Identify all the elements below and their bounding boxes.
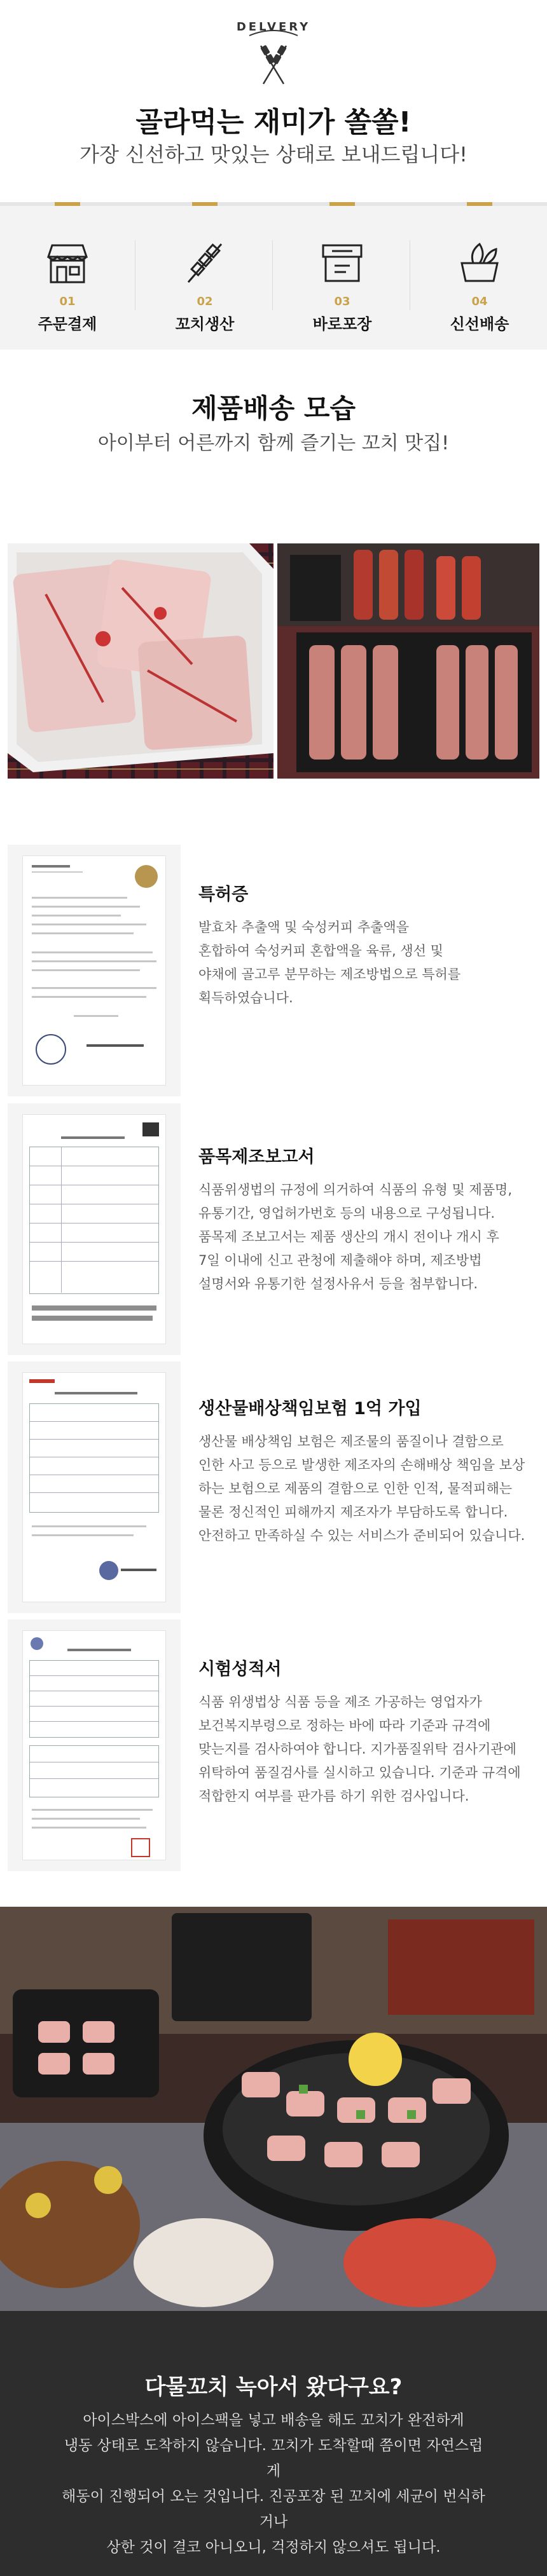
doc-line: [32, 871, 83, 873]
step-number: 01: [59, 295, 76, 308]
doc-table: [29, 1147, 159, 1294]
doc-table: [29, 1403, 159, 1513]
package-icon: [317, 238, 368, 289]
doc-row-line: [29, 1721, 159, 1722]
doc-barcode: [32, 1316, 153, 1321]
doc-heading-line: [61, 1136, 125, 1139]
cert-title: 특허증: [198, 885, 249, 904]
cert-title: 시험성적서: [198, 1659, 282, 1679]
cert-body-line: 혼합하여 숙성커피 혼합액을 육류, 생선 및: [198, 943, 443, 958]
step-label: 꼬치생산: [175, 315, 235, 333]
cert-liability-insurance: [0, 1361, 547, 1613]
delivery-badge-text: DELVERY: [236, 20, 311, 34]
signature-line: [87, 1044, 144, 1047]
step-accent-bar: [192, 202, 218, 206]
doc-stamp: [142, 1122, 159, 1136]
photo-grill-party: [0, 1907, 547, 2311]
doc-line: [32, 1809, 153, 1811]
grill-party-illustration: [0, 1907, 547, 2311]
doc-row-line: [29, 1421, 159, 1422]
emblem-icon: [36, 1034, 66, 1065]
cert-body-line: 생산물 배상책임 보험은 제조물의 품질이나 결함으로: [198, 1434, 504, 1449]
cert-body-line: 보건복지부령으로 정하는 바에 따라 기준과 규격에: [198, 1718, 491, 1733]
cert-body-line: 품목제 조보고서는 제품 생산의 개시 전이나 개시 후: [198, 1229, 499, 1244]
thaw-notice-line: 아이스박스에 아이스팩을 넣고 배송을 해도 꼬치가 완전하게: [83, 2412, 464, 2429]
document-paper: [23, 1631, 165, 1860]
document-paper: [23, 1115, 165, 1344]
insurance-document: [8, 1361, 181, 1613]
doc-line: [32, 996, 146, 998]
step-deliver: [412, 202, 547, 350]
hero-subtitle: 가장 신선하고 맛있는 상태로 보내드립니다!: [80, 142, 467, 167]
thaw-notice-body: [57, 2408, 490, 2560]
doc-line: [32, 1525, 146, 1527]
thaw-notice-title: 다물꼬치 녹아서 왔다구요?: [144, 2375, 403, 2400]
doc-line: [32, 1827, 146, 1829]
cert-title: 품목제조보고서: [198, 1147, 315, 1167]
doc-heading-line: [67, 1649, 131, 1651]
step-accent-bar: [467, 202, 492, 206]
doc-line: [74, 1015, 118, 1017]
cert-body-line: 발효차 추출액 및 숙성커피 추출액을: [198, 920, 409, 935]
document-paper: [23, 1373, 165, 1602]
cert-body-line: 물론 정신적인 피해까지 제조자가 부담하도록 합니다.: [198, 1504, 508, 1520]
step-label: 주문결제: [38, 315, 97, 333]
doc-row-line: [29, 1242, 159, 1243]
cert-body-line: 맞는지를 검사하여야 합니다. 지가품질위탁 검사기관에: [198, 1741, 516, 1757]
cert-patent: [0, 845, 547, 1096]
cert-body: [198, 1178, 529, 1296]
agency-logo-icon: [31, 1637, 43, 1650]
cert-body-line: 위탁하여 품질검사를 실시하고 있습니다. 기준과 규격에: [198, 1765, 521, 1780]
process-steps: [0, 202, 547, 350]
doc-heading-line: [32, 865, 70, 868]
doc-col-line: [61, 1147, 62, 1293]
stamp-icon: [131, 1838, 150, 1857]
doc-table: [29, 1660, 159, 1738]
report-document: [8, 1103, 181, 1355]
seal-icon: [135, 865, 158, 888]
cert-test-report: [0, 1619, 547, 1871]
shop-icon: [42, 238, 93, 289]
doc-row-line: [29, 1261, 159, 1262]
delivery-badge: [235, 20, 312, 90]
doc-line: [121, 1569, 156, 1571]
icebox-illustration: [8, 543, 274, 779]
doc-line: [32, 923, 146, 925]
cert-body-line: 설명서와 유통기한 설정사유서 등을 첨부합니다.: [198, 1276, 478, 1291]
patent-document: [8, 845, 181, 1096]
cert-body-line: 인한 사고 등으로 발생한 제조자의 손해배상 책임을 보상: [198, 1457, 525, 1473]
doc-line: [32, 987, 156, 989]
photo-icebox: [8, 543, 274, 779]
doc-row-line: [29, 1778, 159, 1779]
cert-body-line: 7일 이내에 신고 관청에 제출해야 하며, 제조방법: [198, 1253, 482, 1268]
doc-line: [32, 1818, 140, 1820]
doc-line: [32, 915, 121, 917]
thaw-notice-line: 상한 것이 결코 아니오니, 걱정하지 않으셔도 됩니다.: [106, 2539, 441, 2556]
thaw-notice-line: 냉동 상태로 도착하지 않습니다. 꼬치가 도착할때 쯤이면 자연스럽게: [64, 2437, 483, 2479]
step-number: 02: [197, 295, 213, 308]
doc-row-line: [29, 1439, 159, 1440]
doc-line: [32, 1534, 134, 1536]
step-produce: [137, 202, 272, 350]
skewer-trays-illustration: [277, 543, 539, 779]
test-report-document: [8, 1619, 181, 1871]
doc-row-line: [29, 1492, 159, 1493]
document-paper: [23, 856, 165, 1085]
step-order: [0, 202, 135, 350]
cert-body-line: 하는 보험으로 제품의 결함으로 인한 인적, 물적피해는: [198, 1481, 513, 1496]
cert-body: [198, 1691, 529, 1808]
step-label: 바로포장: [312, 315, 372, 333]
doc-red-label: [29, 1379, 55, 1383]
insurer-logo-icon: [99, 1561, 118, 1580]
header: [0, 0, 547, 191]
doc-line: [32, 897, 127, 899]
step-pack: [275, 202, 410, 350]
cert-body-line: 식품 위생법상 식품 등을 제조 가공하는 영업자가: [198, 1694, 482, 1710]
doc-row-line: [29, 1675, 159, 1676]
doc-table: [29, 1745, 159, 1797]
step-label: 신선배송: [450, 315, 509, 333]
cert-body: [198, 916, 529, 1010]
doc-row-line: [29, 1706, 159, 1707]
photo-skewer-trays: [277, 543, 539, 779]
delivery-section-subtitle: 아이부터 어른까지 함께 즐기는 꼬치 맛집!: [97, 432, 450, 454]
skewer-logo-icon: [235, 20, 312, 90]
cert-body: [198, 1430, 529, 1548]
delivery-section-title: 제품배송 모습: [191, 393, 356, 424]
step-number: 04: [471, 295, 488, 308]
cert-title: 생산물배상책임보험 1억 가입: [198, 1399, 422, 1419]
cert-body-line: 적합한지 여부를 판가름 하기 위한 검사입니다.: [198, 1789, 469, 1804]
doc-line: [32, 951, 153, 953]
cert-body-line: 식품위생법의 규정에 의거하여 식품의 유형 및 제품명,: [198, 1182, 513, 1197]
step-divider: [272, 240, 273, 310]
cert-body-line: 야채에 골고루 분무하는 제조방법으로 특허를: [198, 967, 461, 982]
cert-body-line: 안전하고 만족하실 수 있는 서비스가 준비되어 있습니다.: [198, 1528, 525, 1543]
step-number: 03: [334, 295, 350, 308]
step-accent-bar: [55, 202, 80, 206]
hero-title: 골라먹는 재미가 쏠쏠!: [135, 106, 412, 139]
fresh-delivery-icon: [454, 238, 505, 289]
cert-body-line: 획득하였습니다.: [198, 990, 293, 1005]
cert-manufacturing-report: [0, 1103, 547, 1355]
thaw-notice: [0, 2311, 547, 2576]
doc-heading-line: [55, 1392, 137, 1394]
doc-line: [32, 932, 134, 934]
doc-line: [32, 969, 140, 971]
skewer-icon: [179, 238, 230, 289]
doc-barcode: [32, 1305, 156, 1311]
step-accent-bar: [329, 202, 355, 206]
cert-body-line: 유통기간, 영업허가번호 등의 내용으로 구성됩니다.: [198, 1206, 495, 1221]
doc-line: [32, 960, 156, 962]
thaw-notice-line: 해동이 진행되어 오는 것입니다. 진공포장 된 꼬치에 세균이 번식하거나: [62, 2488, 485, 2530]
doc-line: [32, 906, 140, 908]
